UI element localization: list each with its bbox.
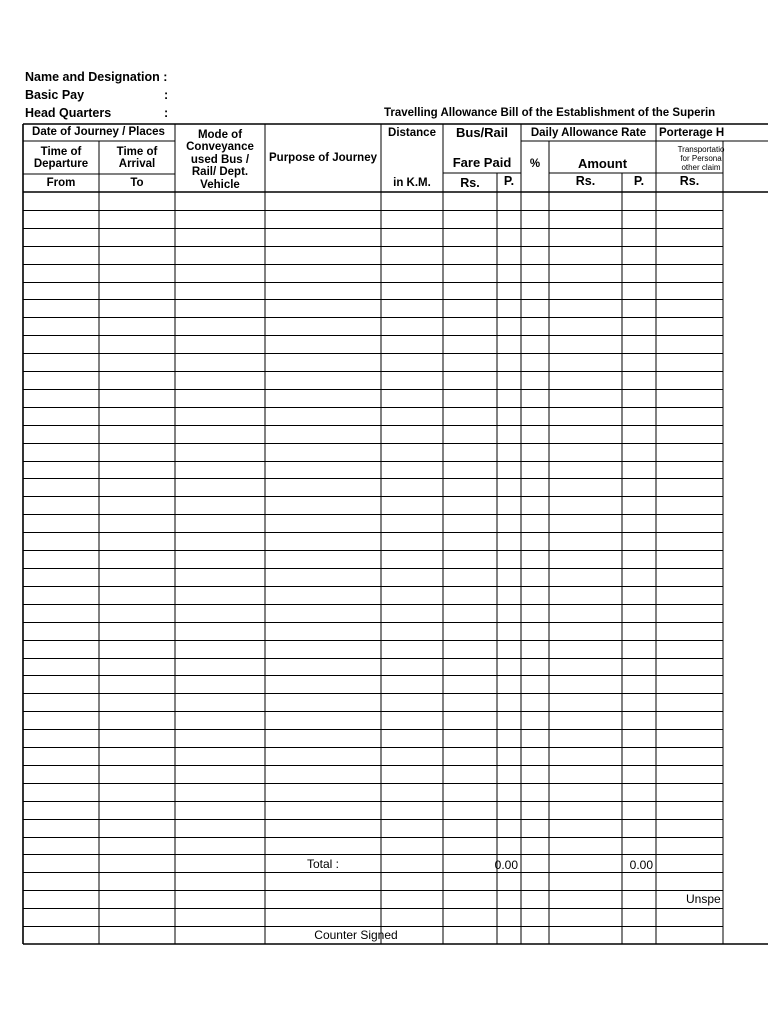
- header-from: From: [46, 177, 76, 189]
- head-quarters-label: Head Quarters: [25, 106, 112, 120]
- header-daily-allowance: Daily Allowance Rate: [530, 127, 647, 139]
- bill-title: Travelling Allowance Bill of the Establishment of the Superin: [384, 107, 716, 119]
- header-amount-p: P.: [633, 174, 645, 188]
- header-percent: %: [529, 158, 541, 170]
- header-porterage: Porterage H: [659, 127, 725, 139]
- header-purpose: Purpose of Journey: [269, 152, 377, 164]
- head-quarters-colon: :: [164, 106, 169, 120]
- fare-total-value: 0.00: [494, 857, 518, 872]
- header-bus-rail: Bus/Rail: [455, 125, 508, 140]
- header-fare-rs: Rs.: [460, 176, 480, 190]
- header-mode-of-conveyance: Mode of Conveyance used Bus / Rail/ Dept. Vehicle: [186, 128, 254, 191]
- header-porterage-rs: Rs.: [679, 174, 700, 188]
- header-time-departure: Time of Departure: [33, 146, 89, 170]
- amount-total-value: 0.00: [629, 857, 653, 872]
- total-label: Total :: [306, 856, 339, 871]
- header-transportation: Transportatio for Persona other claim: [677, 144, 725, 172]
- header-to: To: [130, 177, 144, 189]
- header-in-km: in K.M.: [393, 177, 431, 189]
- header-distance: Distance: [388, 127, 436, 139]
- header-fare-paid: Fare Paid: [452, 155, 512, 170]
- basic-pay-colon: :: [164, 88, 169, 102]
- header-amount: Amount: [577, 156, 628, 171]
- header-amount-rs: Rs.: [575, 174, 596, 188]
- header-date-places: Date of Journey / Places: [32, 126, 165, 138]
- name-designation-label: Name and Designation :: [25, 70, 168, 84]
- header-fare-p: P.: [503, 174, 515, 188]
- header-time-arrival: Time of Arrival: [116, 146, 158, 170]
- basic-pay-label: Basic Pay: [25, 88, 85, 102]
- unspent-label: Unspe: [686, 891, 721, 906]
- counter-signed-label: Counter Signed: [314, 927, 398, 942]
